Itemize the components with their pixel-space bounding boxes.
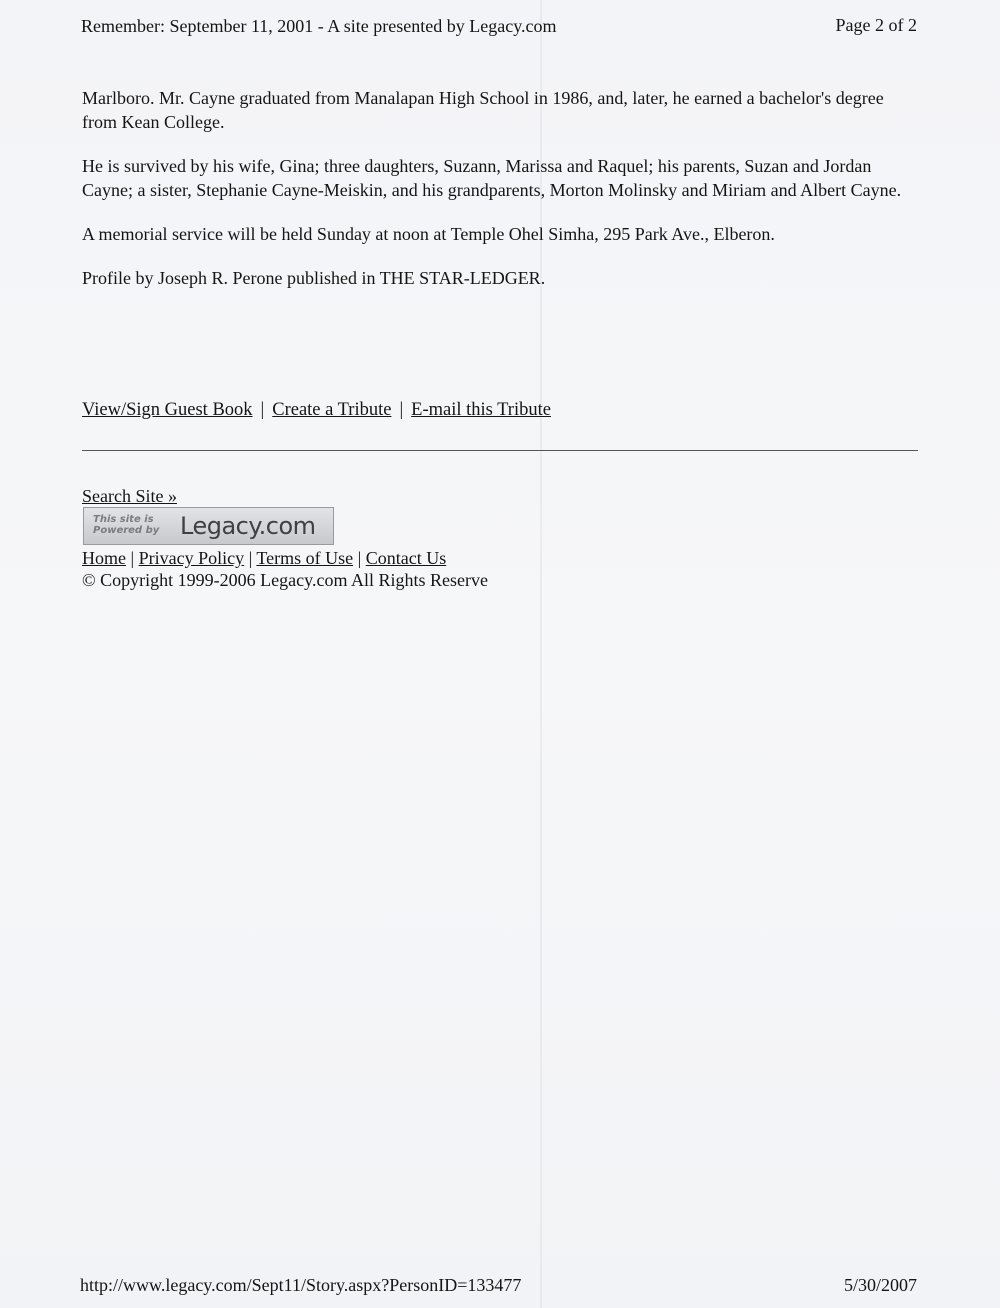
print-header-title: Remember: September 11, 2001 - A site presented by Legacy.com xyxy=(81,16,557,36)
badge-caption-line2: Powered by xyxy=(93,525,160,536)
paragraph-memorial: A memorial service will be held Sunday at noon at Temple Ohel Simha, 295 Park Ave., Elberon. xyxy=(82,224,775,244)
horizontal-divider xyxy=(82,450,918,451)
tribute-links-bar xyxy=(82,398,551,422)
link-separator: | xyxy=(260,400,265,420)
guest-book-link[interactable]: View/Sign Guest Book xyxy=(82,400,253,420)
copyright-notice: © Copyright 1999-2006 Legacy.com All Rights Reserve xyxy=(82,570,488,590)
print-url: http://www.legacy.com/Sept11/Story.aspx?PersonID=133477 xyxy=(80,1275,522,1295)
terms-of-use-link[interactable]: Terms of Use xyxy=(256,548,354,568)
footer-separator: | xyxy=(357,548,362,568)
search-site-link[interactable]: Search Site » xyxy=(82,486,177,506)
create-tribute-link[interactable]: Create a Tribute xyxy=(272,400,392,420)
privacy-policy-link[interactable]: Privacy Policy xyxy=(138,548,245,568)
footer-separator: | xyxy=(130,548,135,568)
paragraph-survivors: He is survived by his wife, Gina; three daughters, Suzann, Marissa and Raquel; his parents, Suzan and Jordan Cayne; a sister, Stephanie Cayne-Meiskin, and his grandparents, Morton Molinsky and Miriam and Albert Cayne. xyxy=(82,156,902,200)
contact-us-link[interactable]: Contact Us xyxy=(365,548,447,568)
badge-caption-line1: This site is xyxy=(93,514,154,525)
paragraph-education: Marlboro. Mr. Cayne graduated from Manalapan High School in 1986, and, later, he earned a bachelor's degree from Kean College. xyxy=(82,88,884,132)
footer-separator: | xyxy=(248,548,253,568)
paragraph-byline: Profile by Joseph R. Perone published in THE STAR-LEDGER. xyxy=(82,268,546,288)
powered-by-legacy-badge[interactable] xyxy=(83,507,334,545)
legacy-logo: Legacy.com xyxy=(180,512,316,540)
page-counter: Page 2 of 2 xyxy=(835,15,917,35)
home-link[interactable]: Home xyxy=(82,548,126,568)
print-date: 5/30/2007 xyxy=(843,1275,917,1295)
email-tribute-link[interactable]: E-mail this Tribute xyxy=(411,400,551,420)
link-separator: | xyxy=(399,400,404,420)
footer-links xyxy=(82,547,446,569)
badge-caption xyxy=(93,514,183,536)
article-body xyxy=(82,86,922,310)
